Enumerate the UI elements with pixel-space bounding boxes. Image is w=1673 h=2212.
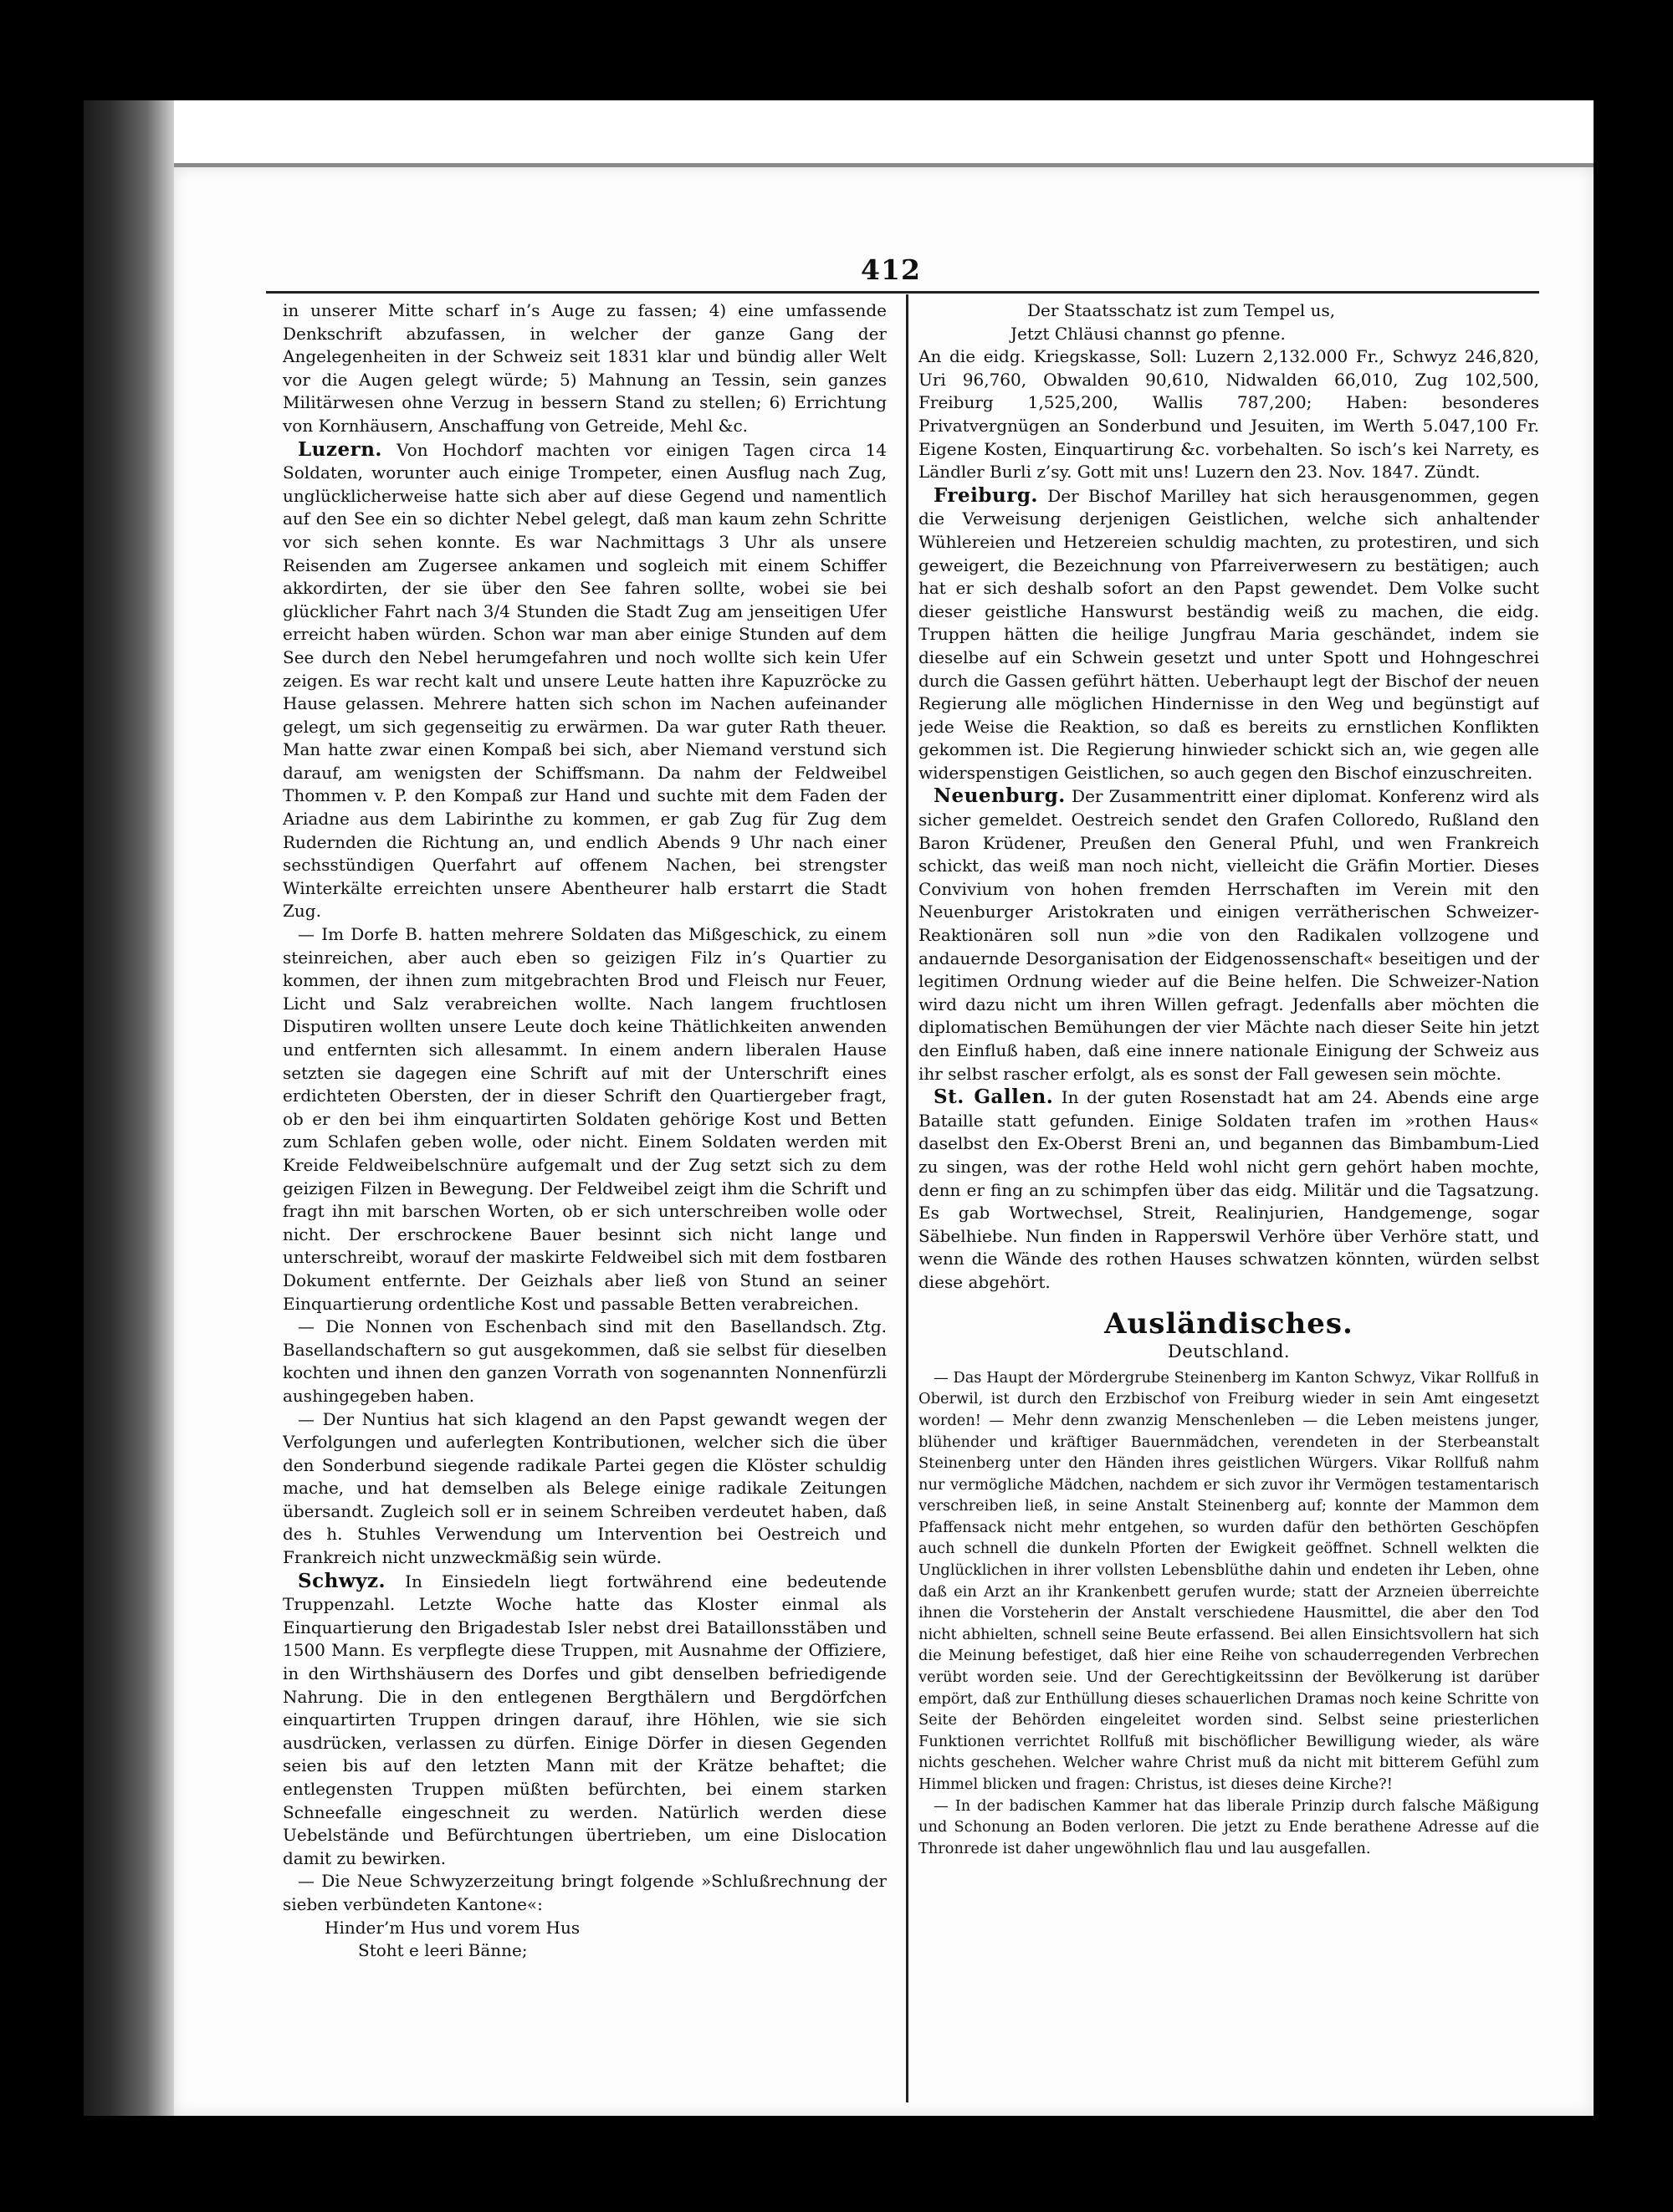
scan-border-top — [0, 0, 1673, 100]
article-nonnen: — Die Nonnen von Eschenbach sind mit den Basellandschaftern so gut ausgekommen, daß sie selbst für dieselben kochten und ihnen den ganzen Vorrath von sogenannten Nonnenfürzli aushingegeben haben. — [283, 1316, 887, 1406]
text-st-gallen: In der guten Rosenstadt hat am 24. Abends eine arge Bataille statt gefunden. Einige Soldaten trafen im »rothen Haus« daselbst den Ex-Oberst Breni an, und begannen das Bimbambum-Lied zu singen, was der rothe Held wohl nicht gern gehört haben mochte, denn er fing an zu schimpfen über das eidg. Militär und die Tagsatzung. Es gab Wortwechsel, Streit, Realinjurien, Handgemenge, sogar Säbelhiebe. Nun finden in Rapperswil Verhöre über Verhöre statt, und wenn die Wände des rothen Hauses schwatzen könnten, würden selbst diese abgehört. — [918, 1087, 1539, 1292]
article-freiburg — [918, 484, 1539, 785]
heading-freiburg: Freiburg. — [934, 483, 1038, 507]
left-column — [283, 299, 887, 2106]
article-deutschland-steinenberg: — Das Haupt der Mördergrube Steinenberg im Kanton Schwyz, Vikar Rollfuß in Oberwil, ist durch den Erzbischof von Freiburg wieder in sein Amt eingesetzt worden! — Mehr denn zwanzig Menschenleben — die Leben meistens junger, blühender und kräftiger Bauernmädchen, verendeten in der Sterbeanstalt Steinenberg unter den Händen ihres geistlichen Würgers. Vikar Rollfuß nahm nur vermögliche Mädchen, nachdem er sich zuvor ihr Vermögen testamentarisch verschreiben ließ, in seine Anstalt Steinenberg auf; konnte der Mammon dem Pfaffensack nicht mehr entgehen, so wurden dafür den bethörten Geschöpfen auch schnell die dunkeln Pforten der Ewigkeit geöffnet. Schnell welkten die Unglücklichen in ihrer vollsten Lebensblüthe dahin und endeten ihr Leben, ohne daß ein Arzt an ihr Krankenbett gerufen wurde; statt der Arzneien überreichte ihnen die Vorsteherin der Anstalt verschiedene Hausmittel, die aber den Tod nicht abhielten, schnell seine Beute erfassend. Bei allen Einsichtsvollern hat sich die Meinung befestiget, daß hier eine Reihe von schauderregenden Verbrechen verübt worden seie. Und der Gerechtigkeitssinn der Bevölkerung ist darüber empört, daß zur Enthüllung dieses schauerlichen Dramas noch keine Schritte von Seite der Behörden eingeleitet worden sind. Selbst seine priesterlichen Funktionen verrichtet Rollfuß mit bischöflicher Bewilligung wieder, als wäre nichts geschehen. Welcher wahre Christ muß da nicht mit bitterem Gefühl zum Himmel blicken und fragen: Christus, ist dieses deine Kirche?! — [918, 1368, 1539, 1793]
article-st-gallen — [918, 1086, 1539, 1294]
article-schwyz — [283, 1570, 887, 1871]
article-deutschland-baden: — In der badischen Kammer hat das liberale Prinzip durch falsche Mäßigung und Schonung an Boden verloren. Die jetzt zu Ende berathene Adresse auf die Thronrede ist daher ungewöhnlich flau und lau ausgefallen. — [918, 1796, 1539, 1857]
article-neue-schwyzerzeitung: — Die Neue Schwyzerzeitung bringt folgende »Schlußrechnung der sieben verbündeten Kantone«: — [283, 1871, 887, 1914]
text-neuenburg: Der Zusammentritt einer diplomat. Konferenz wird als sicher gemeldet. Oestreich sendet den Grafen Colloredo, Rußland den Baron Krüdener, Preußen den General Pfuhl, und wen Frankreich schickt, das weiß man noch nicht, vielleicht die Gräfin Mortier. Dieses Convivium von hohen fremden Herrschaften im Verein mit den Neuenburger Aristokraten und einigen verrätherischen Schweizer-Reaktionären soll nun »die von den Radikalen vollzogene und andauernde Desorganisation der Eidgenossenschaft« beseitigen und der legitimen Ordnung wieder auf die Beine helfen. Die Schweizer-Nation wird dazu nicht um ihren Willen gefragt. Jedenfalls aber möchten die diplomatischen Bemühungen der vier Mächte nach dieser Seite hin jetzt den Einfluß haben, daß eine innere nationale Einigung der Schweiz aus ihr selbst rascher erfolgt, als es sonst der Fall gewesen sein möchte. — [918, 786, 1539, 1084]
source-basellandsch: Basellandsch. Ztg. — [729, 1316, 887, 1337]
verse-line-3: Der Staatsschatz ist zum Tempel us, — [1027, 300, 1336, 320]
verse-line-1: Hinder’m Hus und vorem Hus — [325, 1917, 581, 1938]
text-luzern: Von Hochdorf machten vor einigen Tagen circa 14 Soldaten, worunter auch einige Trompeter, einen Ausflug nach Zug, unglücklicherweise hatte sich aber auf diese Gegend und namentlich auf den See ein so dichter Nebel gelegt, daß man kaum zehn Schritte vor sich sehen konnte. Es war Nachmittags 3 Uhr als unsere Reisenden am Zugersee ankamen und sogleich mit einem Schiffer akkordirten, der sie über den See fahren sollte, wobei sie bei glücklicher Fahrt nach 3/4 Stunden die Stadt Zug am jenseitigen Ufer erreicht haben würden. Schon war man aber einige Stunden auf dem See durch den Nebel herumgefahren und noch wollte sich kein Ufer zeigen. Es war recht kalt und unsere Leute hatten ihre Kapuzröcke zu Hause gelassen. Mehrere hatten sich schon im Nachen aufeinander gelegt, um sich gegenseitig zu erwärmen. Da war guter Rath theuer. Man hatte zwar einen Kompaß bei sich, aber Niemand verstund sich darauf, am wenigsten der Schiffsmann. Da nahm der Feldweibel Thommen v. P. den Kompaß zur Hand und suchte mit dem Faden der Ariadne aus dem Labirinthe zu kommen, er gab Zug für Zug dem Rudernden die Richtung an, und endlich Abends 9 Uhr nach einer sechsstündigen Querfahrt auf offenem Nachen, bei strengster Winterkälte erreichten unsere Abentheurer halb erstarrt die Stadt Zug. — [283, 439, 887, 922]
article-dorf — [283, 923, 887, 1337]
heading-neuenburg: Neuenburg. — [934, 784, 1066, 808]
heading-luzern: Luzern. — [298, 437, 382, 461]
right-column — [918, 299, 1539, 2106]
book-spine-shadow — [84, 100, 174, 2116]
verse-line-2: Stoht e leeri Bänne; — [358, 1940, 528, 1961]
heading-schwyz: Schwyz. — [298, 1569, 386, 1592]
page-number: 412 — [861, 253, 921, 286]
section-title-auslaendisches: Ausländisches. — [1104, 1306, 1353, 1341]
verse-line-4: Jetzt Chläusi channst go pfenne. — [1010, 323, 1286, 344]
header-rule — [266, 291, 1539, 294]
scan-border-right — [1594, 0, 1673, 2212]
text-schwyz: In Einsiedeln liegt fortwährend eine bedeutende Truppenzahl. Letzte Woche hatte das Kloster einmal als Einquartierung den Brigadestab Isler nebst drei Bataillonsstäben und 1500 Mann. Es verpflegte diese Truppen, mit Ausnahme der Offiziere, in den Wirthshäusern des Dorfes und gibt denselben befriedigende Nahrung. Die in den entlegenen Bergthälern und Bergdörfchen einquartirten Truppen dringen darauf, ihre Höhlen, wie sie sich ausdrücken, verlassen zu dürfen. Einige Dörfer in diesen Gegenden seien bis auf den letzten Mann mit der Krätze behaftet; die entlegensten Truppen müßten befürchten, bei einem starken Schneefalle eingeschneit zu werden. Natürlich werden diese Uebelstände und Befürchtungen übertrieben, um eine Dislocation damit zu bewirken. — [283, 1571, 887, 1868]
scan-border-bottom — [0, 2116, 1673, 2212]
scan-border-left — [0, 0, 84, 2212]
text-dorf: — Im Dorfe B. hatten mehrere Soldaten das Mißgeschick, zu einem steinreichen, aber auch eben so geizigen Filz in’s Quartier zu kommen, der ihnen zum mitgebrachten Brod und Fleisch nur Feuer, Licht und Salz verabreichen wollte. Nach langem fruchtlosen Disputiren wollten unsere Leute doch keine Thätlichkeiten anwenden und entfernten sich allesammt. In einem andern liberalen Hause setzten sie dagegen eine Schrift auf mit der Unterschrift eines erdichteten Obersten, der in dieser Schrift den Quartiergeber fragt, ob er den bei ihm einquartirten Soldaten gehörige Kost und Betten zum Schlafen geben wolle, oder nicht. Einem Soldaten werden mit Kreide Feldweibelschnüre aufgemalt und der Zug setzt sich zu dem geizigen Filzen in Bewegung. Der Feldweibel zeigt ihm die Schrift und fragt ihn mit barschen Worten, ob er sich unterschreiben wolle oder nicht. Der erschrockene Bauer besinnt sich nicht lange und unterschreibt, worauf der maskirte Feldweibel sich mit dem fostbaren Dokument entfernte. Der Geizhals aber ließ von Stund an seiner Einquartierung ordentliche Kost und passable Betten verabreichen. — [283, 924, 887, 1314]
article-neuenburg — [918, 784, 1539, 1086]
column-divider — [906, 294, 908, 2102]
heading-st-gallen: St. Gallen. — [934, 1086, 1054, 1109]
subsection-title-deutschland: Deutschland. — [1167, 1341, 1291, 1362]
article-kriegskasse: An die eidg. Kriegskasse, Soll: Luzern 2,132.000 Fr., Schwyz 246,820, Uri 96,760, Obwalden 90,610, Nidwalden 66,010, Zug 102,500, Freiburg 1,525,200, Wallis 787,200; Haben: besonderes Privatvergnügen an Sonderbund und Jesuiten, im Werth 5.047,100 Fr. Eigene Kosten, Einquartirung &c. vorbehalten. So isch’s kei Narrety, es Ländler Burli z’sy. Gott mit uns! Luzern den 23. Nov. 1847. Zündt. — [918, 346, 1539, 483]
article-nuntius: — Der Nuntius hat sich klagend an den Papst gewandt wegen der Verfolgungen und auferlegten Kontributionen, welcher sich die über den Sonderbund siegende radikale Partei gegen die Klöster schuldig mache, und hat demselben als Belege einige radikale Zeitungen übersandt. Zugleich soll er in seinem Schreiben verdeutet haben, daß des h. Stuhles Verwendung um Intervention bei Oestreich und Frankreich nicht unzweckmäßig sein würde. — [283, 1408, 887, 1568]
text-freiburg: Der Bischof Marilley hat sich herausgenommen, gegen die Verweisung derjenigen Geistlichen, welche sich anhaltender Wühlereien und Hetzereien schuldig machten, zu protestiren, und sich geweigert, die Bezeichnung von Pfarreiverwesern zu bestätigen; auch hat er sich deshalb sofort an den Papst gewendet. Dem Volke sucht dieser geistliche Hanswurst beständig weiß zu machen, die eidg. Truppen hätten die heilige Jungfrau Maria geschändet, indem sie dieselbe auf ein Schwein gesetzt und unter Spott und Hohngeschrei durch die Gassen geführt hätten. Ueberhaupt legt der Bischof der neuen Regierung alle möglichen Hindernisse in den Weg und begünstigt auf jede Weise die Reaktion, so daß es bereits zu ernstlichen Konflikten gekommen ist. Die Regierung hinwieder schickt sich an, wie gegen alle widerspenstigen Geistlichen, so auch gegen den Bischof einzuschreiten. — [918, 485, 1539, 783]
article-continuation: in unserer Mitte scharf in’s Auge zu fassen; 4) eine umfassende Denkschrift abzufassen, in welcher der ganze Gang der Angelegenheiten in der Schweiz seit 1831 klar und bündig aller Welt vor die Augen gelegt würde; 5) Mahnung an Tessin, sein ganzes Militärwesen ohne Verzug in bessern Stand zu stellen; 6) Errichtung von Kornhäusern, Anschaffung von Getreide, Mehl &c. — [283, 300, 887, 436]
article-luzern — [283, 438, 887, 923]
